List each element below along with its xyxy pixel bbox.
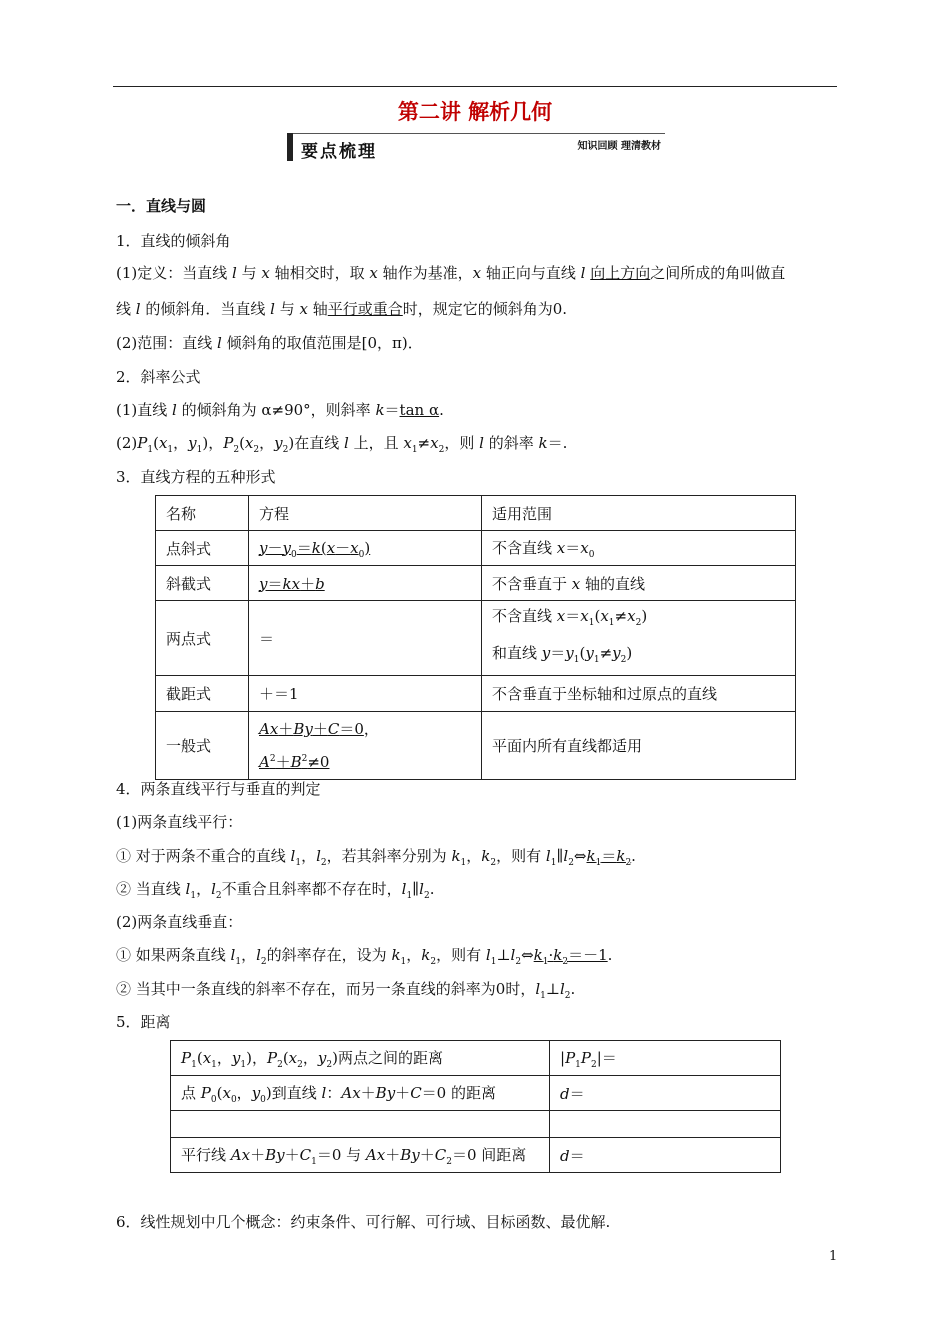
page-title: 第二讲 解析几何: [397, 100, 553, 124]
top-rule: [113, 86, 837, 87]
para-2-1: (1)直线 l 的倾斜角为 α≠90°，则斜率 k＝tan α.: [116, 401, 444, 419]
para-1-2: 线 l 的倾斜角．当直线 l 与 x 轴平行或重合时，规定它的倾斜角为0.: [116, 300, 568, 318]
banner-line: [293, 133, 665, 134]
banner-label: 要点梳理: [301, 142, 377, 162]
distance-table: [170, 1040, 781, 1173]
table-cell: 斜截式: [156, 566, 249, 601]
para-6: 6．线性规划中几个概念：约束条件、可行解、可行域、目标函数、最优解.: [116, 1213, 611, 1231]
table-cell: d＝: [550, 1138, 781, 1173]
table-cell: 截距式: [156, 676, 249, 712]
table-cell: 一般式: [156, 712, 249, 780]
table-header-cell: 名称: [156, 496, 249, 531]
para-4-b: (2)两条直线垂直：: [116, 913, 243, 931]
para-1-3: (2)范围：直线 l 倾斜角的取值范围是[0，π)．: [116, 334, 423, 352]
section-banner: [287, 133, 665, 161]
table-cell: 平行线 $Ax+By+C_1=0$ 与 $Ax+By+C_2=0$ 间距离: [171, 1138, 550, 1173]
table-cell: y＝kx＋b: [249, 566, 482, 601]
heading-5: 5．距离: [116, 1013, 171, 1031]
section-heading: 一．直线与圆: [116, 197, 207, 215]
table-row: [171, 1111, 781, 1138]
table-cell: $|P_1P_2|=$: [550, 1041, 781, 1076]
heading-1: 1．直线的倾斜角: [116, 232, 231, 250]
heading-4: 4．两条直线平行与垂直的判定: [116, 780, 321, 798]
table-row: [156, 676, 796, 712]
table-cell: d＝: [550, 1076, 781, 1111]
table-cell: 点斜式: [156, 531, 249, 566]
table-cell: 两点式: [156, 601, 249, 676]
table-row: [171, 1041, 781, 1076]
para-4-a: (1)两条直线平行：: [116, 813, 243, 831]
table-row: [156, 601, 796, 676]
para-2-2: $(2)P_1(x_1$，$y_1$)，$P_2(x_2$，$y_2$)在直线 l 上，且 $x_1\ne x_2$，则 l 的斜率 k＝.: [116, 434, 568, 455]
table-row: [171, 1076, 781, 1111]
table-cell: 平面内所有直线都适用: [482, 712, 796, 780]
table-row: [171, 1138, 781, 1173]
para-4-b1: ① 如果两条直线 $l_1$，$l_2$的斜率存在，设为 $k_1$，$k_2$，则有 $l_1\perp l_2\Leftrightarrow k_1\cdot k_2=-1$.: [116, 946, 613, 967]
table-cell: 不含垂直于 x 轴的直线: [482, 566, 796, 601]
table-cell: [171, 1111, 550, 1138]
table-row: [156, 566, 796, 601]
table-cell: Ax＋By＋C＝0， $A^2+B^2\ne 0$: [249, 712, 482, 780]
table-header-cell: 方程: [249, 496, 482, 531]
banner-subtitle: 知识回顾 理清教材: [577, 141, 661, 152]
line-equation-table: [155, 495, 796, 780]
para-4-a1: ① 对于两条不重合的直线 $l_1$，$l_2$，若其斜率分别为 $k_1$，$k_2$，则有 $l_1\parallel l_2\Leftrightarrow k_1=k_2$.: [116, 847, 636, 868]
page-number: 1: [829, 1249, 838, 1264]
para-4-a2: ② 当直线 $l_1$，$l_2$不重合且斜率都不存在时，$l_1\parallel l_2$.: [116, 880, 435, 901]
heading-3: 3．直线方程的五种形式: [116, 468, 276, 486]
table-cell: ＋＝1: [249, 676, 482, 712]
table-cell: $y-y_0=k(x-x_0)$: [249, 531, 482, 566]
para-4-b2: ② 当其中一条直线的斜率不存在，而另一条直线的斜率为0时，$l_1\perp l_2$.: [116, 980, 576, 1001]
heading-2: 2．斜率公式: [116, 368, 201, 386]
table-header-cell: 适用范围: [482, 496, 796, 531]
table-cell: 点 $P_0(x_0$，$y_0$)到直线 l：Ax＋By＋C＝0 的距离: [171, 1076, 550, 1111]
table-row: [156, 712, 796, 780]
table-cell: [550, 1111, 781, 1138]
table-cell: 不含垂直于坐标轴和过原点的直线: [482, 676, 796, 712]
table-header-row: [156, 496, 796, 531]
banner-bar: [287, 133, 293, 161]
table-cell: 不含直线 $x=x_1(x_1\ne x_2)$ 和直线 $y=y_1(y_1\ne y_2)$: [482, 601, 796, 676]
table-cell: $P_1(x_1$，$y_1$)，$P_2(x_2$，$y_2$)两点之间的距离: [171, 1041, 550, 1076]
table-row: [156, 531, 796, 566]
table-cell: ＝: [249, 601, 482, 676]
table-cell: 不含直线 $x=x_0$: [482, 531, 796, 566]
para-1-1: (1)定义：当直线 l 与 x 轴相交时，取 x 轴作为基准，x 轴正向与直线 l 向上方向之间所成的角叫做直: [116, 264, 786, 282]
